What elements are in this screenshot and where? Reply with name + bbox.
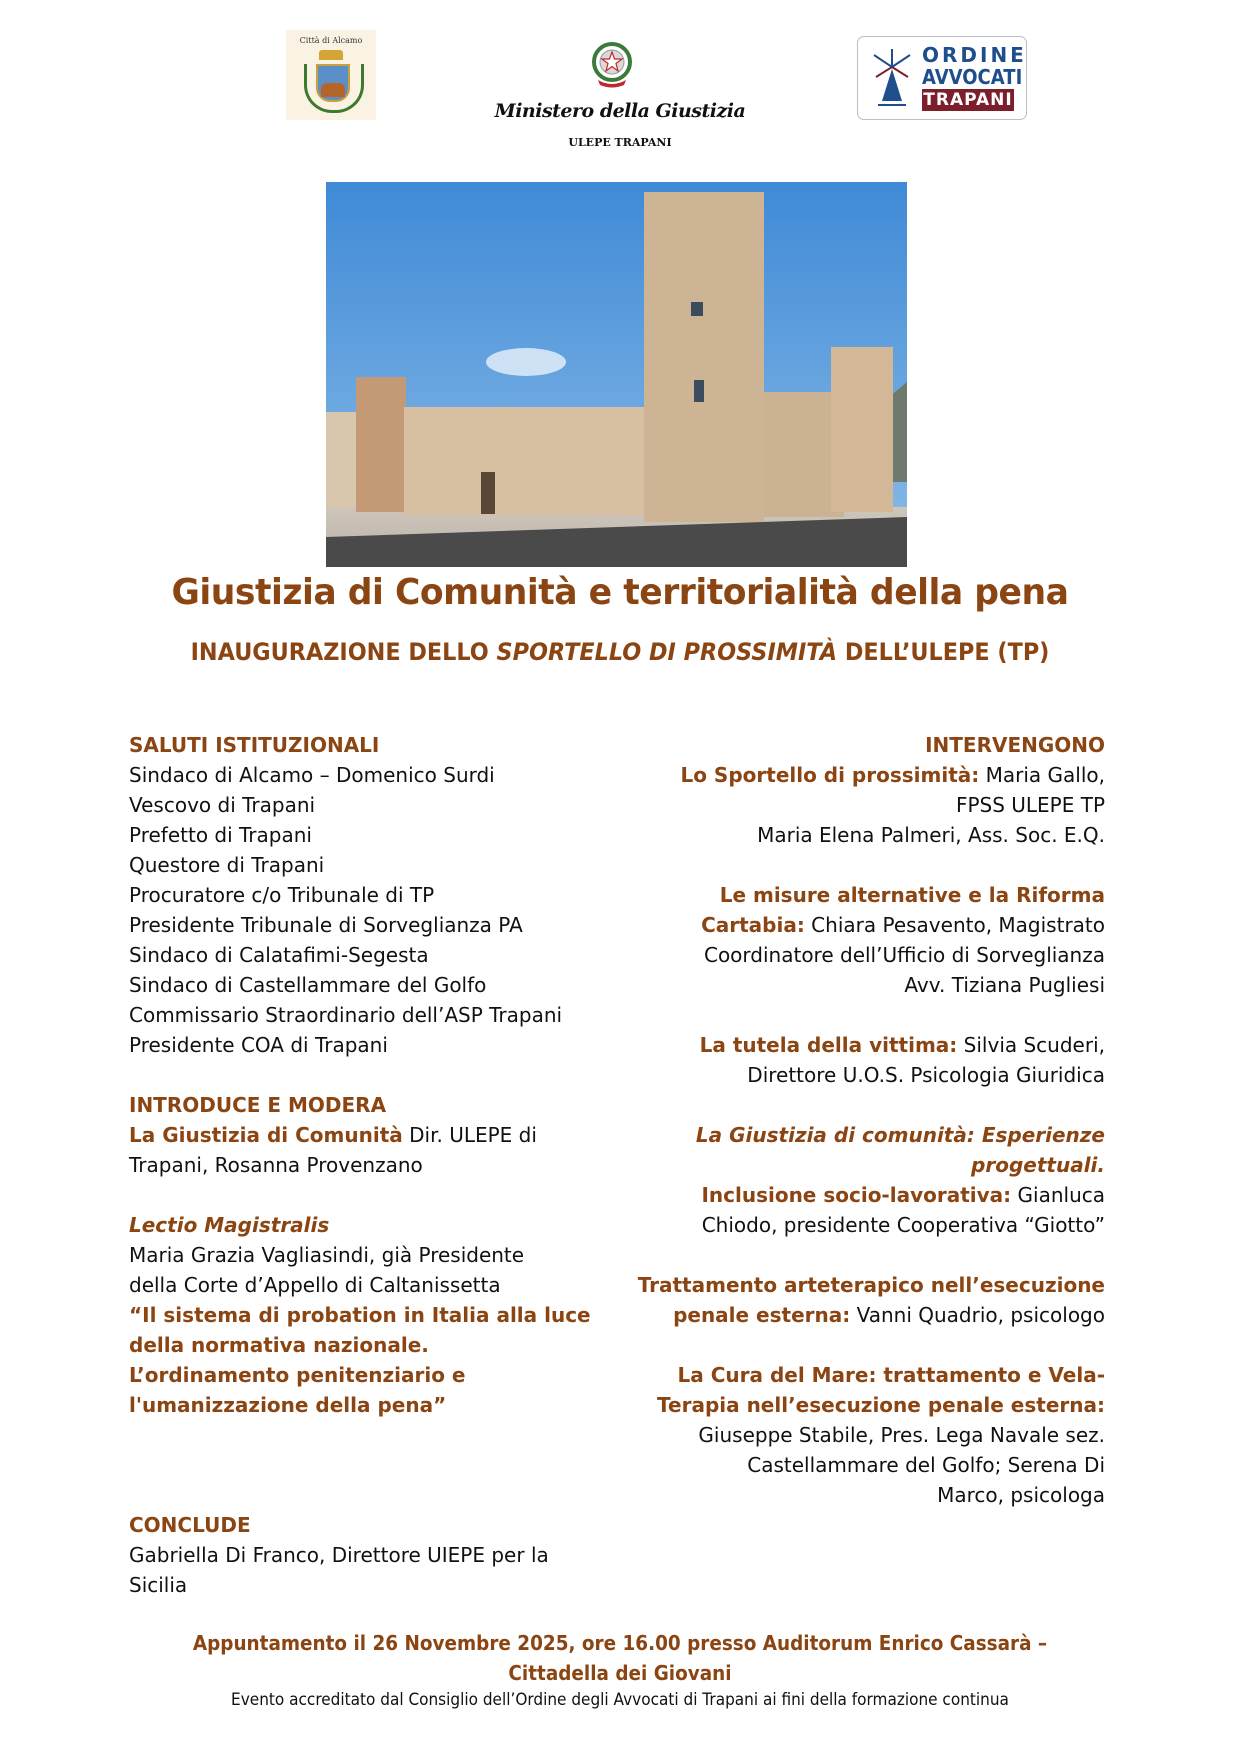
s2-rest: Chiara Pesavento, Magistrato bbox=[804, 913, 1105, 937]
s2-line4: Avv. Tiziana Pugliesi bbox=[904, 973, 1105, 997]
introduce-heading: INTRODUCE E MODERA bbox=[129, 1093, 387, 1117]
saluti-item: Vescovo di Trapani bbox=[129, 793, 316, 817]
s3-rest: Silvia Scuderi, bbox=[957, 1033, 1105, 1057]
introduce-topic: La Giustizia di Comunità bbox=[129, 1123, 403, 1147]
s1-rest: Maria Gallo, bbox=[979, 763, 1105, 787]
right-column bbox=[620, 730, 1105, 1510]
s3-topic: La tutela della vittima: bbox=[699, 1033, 958, 1057]
s5-topic-line2: penale esterna: bbox=[673, 1303, 851, 1327]
s2-topic-line1: Le misure alternative e la Riforma bbox=[719, 883, 1105, 907]
lectio-quote-line: della normativa nazionale. bbox=[129, 1333, 429, 1357]
castle-photo bbox=[326, 182, 907, 567]
office-name: ULEPE TRAPANI bbox=[568, 136, 672, 149]
ordine-avvocati-logo bbox=[857, 36, 1027, 120]
saluti-item: Sindaco di Calatafimi-Segesta bbox=[129, 943, 429, 967]
conclude-line1: Gabriella Di Franco, Direttore UIEPE per la bbox=[129, 1543, 549, 1567]
subtitle-after: DELL’ULEPE (TP) bbox=[837, 638, 1050, 666]
s5-rest: Vanni Quadrio, psicologo bbox=[850, 1303, 1105, 1327]
s6-line5: Marco, psicologa bbox=[937, 1483, 1105, 1507]
lectio-speaker-line1: Maria Grazia Vagliasindi, già Presidente bbox=[129, 1243, 525, 1267]
introduce-line2: Trapani, Rosanna Provenzano bbox=[129, 1153, 423, 1177]
s6-line3: Giuseppe Stabile, Pres. Lega Navale sez. bbox=[698, 1423, 1105, 1447]
subtitle-italic: SPORTELLO DI PROSSIMITÀ bbox=[496, 638, 838, 666]
lectio-quote-line: l'umanizzazione della pena” bbox=[129, 1393, 447, 1417]
saluti-item: Sindaco di Alcamo – Domenico Surdi bbox=[129, 763, 495, 787]
s2-line3: Coordinatore dell’Ufficio di Sorveglianza bbox=[703, 943, 1105, 967]
s1-line3: Maria Elena Palmeri, Ass. Soc. E.Q. bbox=[757, 823, 1105, 847]
saluti-item: Sindaco di Castellammare del Golfo bbox=[129, 973, 487, 997]
lectio-quote-line: “Il sistema di probation in Italia alla luce bbox=[129, 1303, 591, 1327]
s4-rest: Gianluca bbox=[1011, 1183, 1105, 1207]
s4-line4: Chiodo, presidente Cooperativa “Giotto” bbox=[701, 1213, 1105, 1237]
saluti-item: Questore di Trapani bbox=[129, 853, 325, 877]
subtitle-before: INAUGURAZIONE DELLO bbox=[190, 638, 497, 666]
saluti-item: Presidente Tribunale di Sorveglianza PA bbox=[129, 913, 523, 937]
appointment-info bbox=[50, 1628, 1191, 1688]
conclude-heading: CONCLUDE bbox=[129, 1513, 251, 1537]
alcamo-logo-label: Città di Alcamo bbox=[299, 36, 363, 45]
ordine-logo-line3: TRAPANI bbox=[923, 90, 1013, 110]
intervengono-heading: INTERVENGONO bbox=[925, 733, 1105, 757]
lectio-speaker-line2: della Corte d’Appello di Caltanissetta bbox=[129, 1273, 501, 1297]
alcamo-city-logo bbox=[286, 30, 376, 120]
lectio-quote-line: L’ordinamento penitenziario e bbox=[129, 1363, 466, 1387]
crown-icon bbox=[319, 50, 343, 60]
s6-line4: Castellammare del Golfo; Serena Di bbox=[747, 1453, 1105, 1477]
s4-topic: Inclusione socio-lavorativa: bbox=[701, 1183, 1012, 1207]
lectio-heading: Lectio Magistralis bbox=[129, 1213, 330, 1237]
s6-topic-line1: La Cura del Mare: trattamento e Vela- bbox=[677, 1363, 1105, 1387]
left-column bbox=[129, 730, 649, 1600]
ministry-name: Ministero della Giustizia bbox=[494, 100, 746, 122]
conclude-line2: Sicilia bbox=[129, 1573, 188, 1597]
page-subtitle bbox=[43, 638, 1196, 666]
appointment-line2: Cittadella dei Giovani bbox=[508, 1661, 732, 1685]
saluti-item: Procuratore c/o Tribunale di TP bbox=[129, 883, 435, 907]
s4-italic-line2: progettuali. bbox=[971, 1153, 1105, 1177]
ordine-logo-line2: AVVOCATI bbox=[922, 65, 1023, 89]
s6-topic-line2: Terapia nell’esecuzione penale esterna: bbox=[657, 1393, 1105, 1417]
introduce-rest: Dir. ULEPE di bbox=[402, 1123, 537, 1147]
city-crest-icon bbox=[316, 64, 350, 102]
saluti-item: Prefetto di Trapani bbox=[129, 823, 312, 847]
windmill-scales-icon bbox=[870, 47, 914, 109]
appointment-line1: Appuntamento il 26 Novembre 2025, ore 16.00 presso Auditorum Enrico Cassarà – bbox=[192, 1631, 1048, 1655]
page-title: Giustizia di Comunità e territorialità della pena bbox=[171, 572, 1069, 613]
s1-line2: FPSS ULEPE TP bbox=[955, 793, 1105, 817]
s3-line2: Direttore U.O.S. Psicologia Giuridica bbox=[747, 1063, 1105, 1087]
s4-italic-line1: La Giustizia di comunità: Esperienze bbox=[695, 1123, 1105, 1147]
s5-topic-line1: Trattamento arteterapico nell’esecuzione bbox=[637, 1273, 1105, 1297]
s1-topic: Lo Sportello di prossimità: bbox=[680, 763, 980, 787]
accreditation-note: Evento accreditato dal Consiglio dell’Ordine degli Avvocati di Trapani ai fini della formazione continua bbox=[231, 1690, 1009, 1710]
italian-republic-emblem-icon bbox=[590, 40, 634, 90]
saluti-item: Commissario Straordinario dell’ASP Trapani bbox=[129, 1003, 563, 1027]
s2-topic-line2: Cartabia: bbox=[701, 913, 805, 937]
saluti-heading: SALUTI ISTITUZIONALI bbox=[129, 733, 380, 757]
saluti-item: Presidente COA di Trapani bbox=[129, 1033, 388, 1057]
ordine-logo-line1: ORDINE bbox=[922, 43, 1027, 67]
